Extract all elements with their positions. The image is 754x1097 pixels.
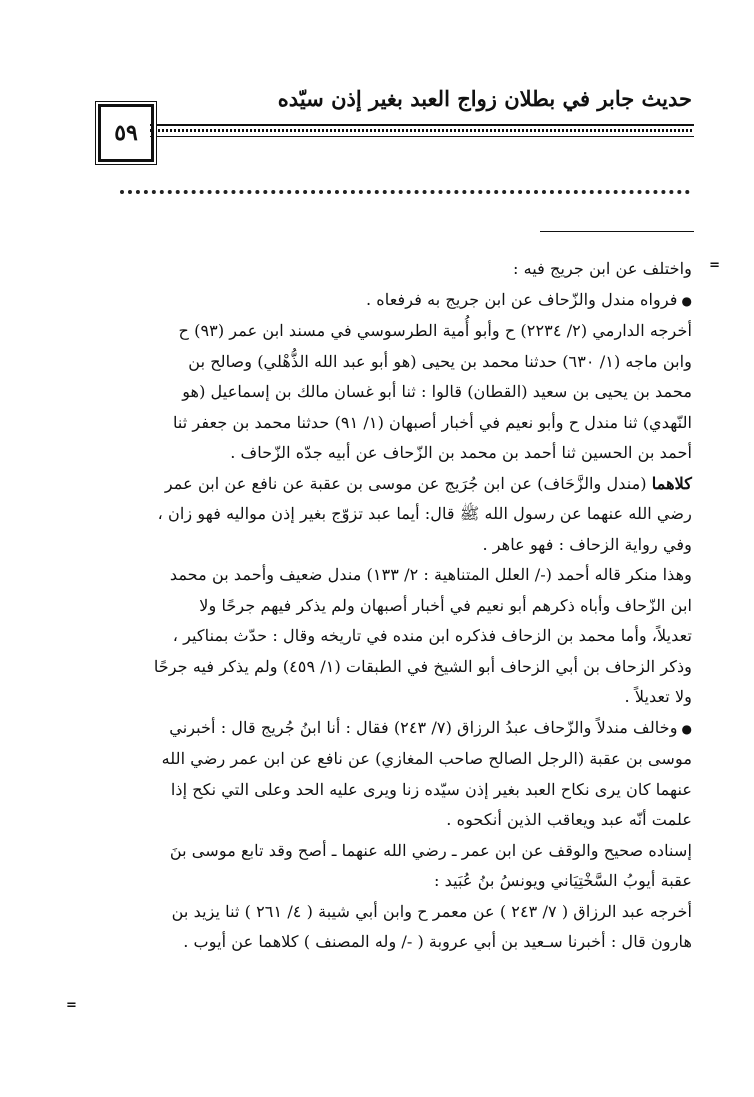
text-line: موسى بن عقبة (الرجل الصالح صاحب المغازي) عن نافع عن ابن عمر رضي الله [161,749,692,768]
margin-mark-top: = [709,258,720,273]
text-line: وفي رواية الزحاف : فهو عاهر . [482,534,692,554]
margin-mark-bottom: = [66,998,77,1013]
text-line: محمد بن يحيى بن سعيد (القطان) قالوا : ثنا أبو غسان مالك بن إسماعيل (هو [182,382,692,401]
bullet-icon: ● [681,293,692,308]
header-rule [150,124,694,137]
running-header-title: حديث جابر في بطلان زواج العبد بغير إذن سيّده [277,86,692,111]
bold-prefix: كلاهما [651,473,692,493]
footnote-body [100,254,692,958]
text-line: إسناده صحيح والوقف عن ابن عمر ـ رضي الله عنهما ـ أصح وقد تابع موسى بنَ [169,840,692,860]
text-line: ابن الزّحاف وأباه ذكرهم أبو نعيم في أخبار أصبهان ولم يذكر فيهم جرحًا ولا [199,595,692,615]
text-line: وهذا منكر قاله أحمد (-/ العلل المتناهية : ٢/ ١٣٣) مندل ضعيف وأحمد بن محمد [169,565,692,584]
text-line: كلاهما (مندل والزَّحَاف) عن ابن جُرَيج عن موسى بن عقبة عن نافع عن ابن عمر [164,473,692,493]
text-line: ●وخالف مندلاً والزّحاف عبدُ الرزاق (٧/ ٢٤٣) فقال : أنا ابنُ جُريج قال : أخبرني [169,717,692,737]
text-line: وابن ماجه (١/ ٦٣٠) حدثنا محمد بن يحيى (هو أبو عبد الله الذُّهْلي) وصالح بن [188,351,692,371]
text-line: واختلف عن ابن جريج فيه : [512,259,692,278]
text-line: وذكر الزحاف بن أبي الزحاف أبو الشيخ في الطبقات (١/ ٤٥٩) ولم يذكر فيه جرحًا [153,656,692,676]
text-line: أحمد بن الحسين ثنا أحمد بن محمد بن الزّحاف عن أبيه جدّه الزّحاف . [230,443,692,462]
text-line: تعديلاً، وأما محمد بن الزحاف فذكره ابن منده في تاريخه وقال : حدّث بمناكير ، [172,626,692,645]
text-line: النّهدي) ثنا مندل ح وأبو نعيم في أخبار أصبهان (١/ ٩١) حدثنا محمد بن جعفر ثنا [172,412,692,432]
text-line: أخرجه الدارمي (٢/ ٢٢٣٤) ح وأبو أُمية الطرسوسي في مسند ابن عمر (٩٣) ح [178,321,692,340]
bullet-icon: ● [681,721,692,736]
page-number: ٥٩ [98,104,154,162]
text-line: ولا تعديلاً . [624,687,692,706]
text-line: علمت أنّه عبد ويعاقب الذين أنكحوه . [446,810,692,829]
text-line: رضي الله عنهما عن رسول الله ﷺ قال: أيما عبد تزوّج بغير إذن مواليه فهو زان ، [157,504,692,523]
text-line: أخرجه عبد الرزاق ( ٧/ ٢٤٣ ) عن معمر ح وابن أبي شيبة ( ٤/ ٢٦١ ) ثنا يزيد بن [171,901,692,921]
text-line: عنهما كان يرى نكاح العبد بغير إذن سيّده زنا ويرى عليه الحد وعلى التي نكح إذا [170,779,692,799]
text-line: عقبة أيوبُ السَّخْتِيَاني ويونسُ بنُ عُبَيد : [434,871,692,890]
footnote-rule [540,231,694,232]
dotted-separator [120,190,690,194]
text-line: هارون قال : أخبرنا سـعيد بن أبي عروبة ( -/ وله المصنف ) كلاهما عن أيوب . [183,932,692,951]
text-line: ●فرواه مندل والزّحاف عن ابن جريج به فرفعاه . [366,289,692,309]
